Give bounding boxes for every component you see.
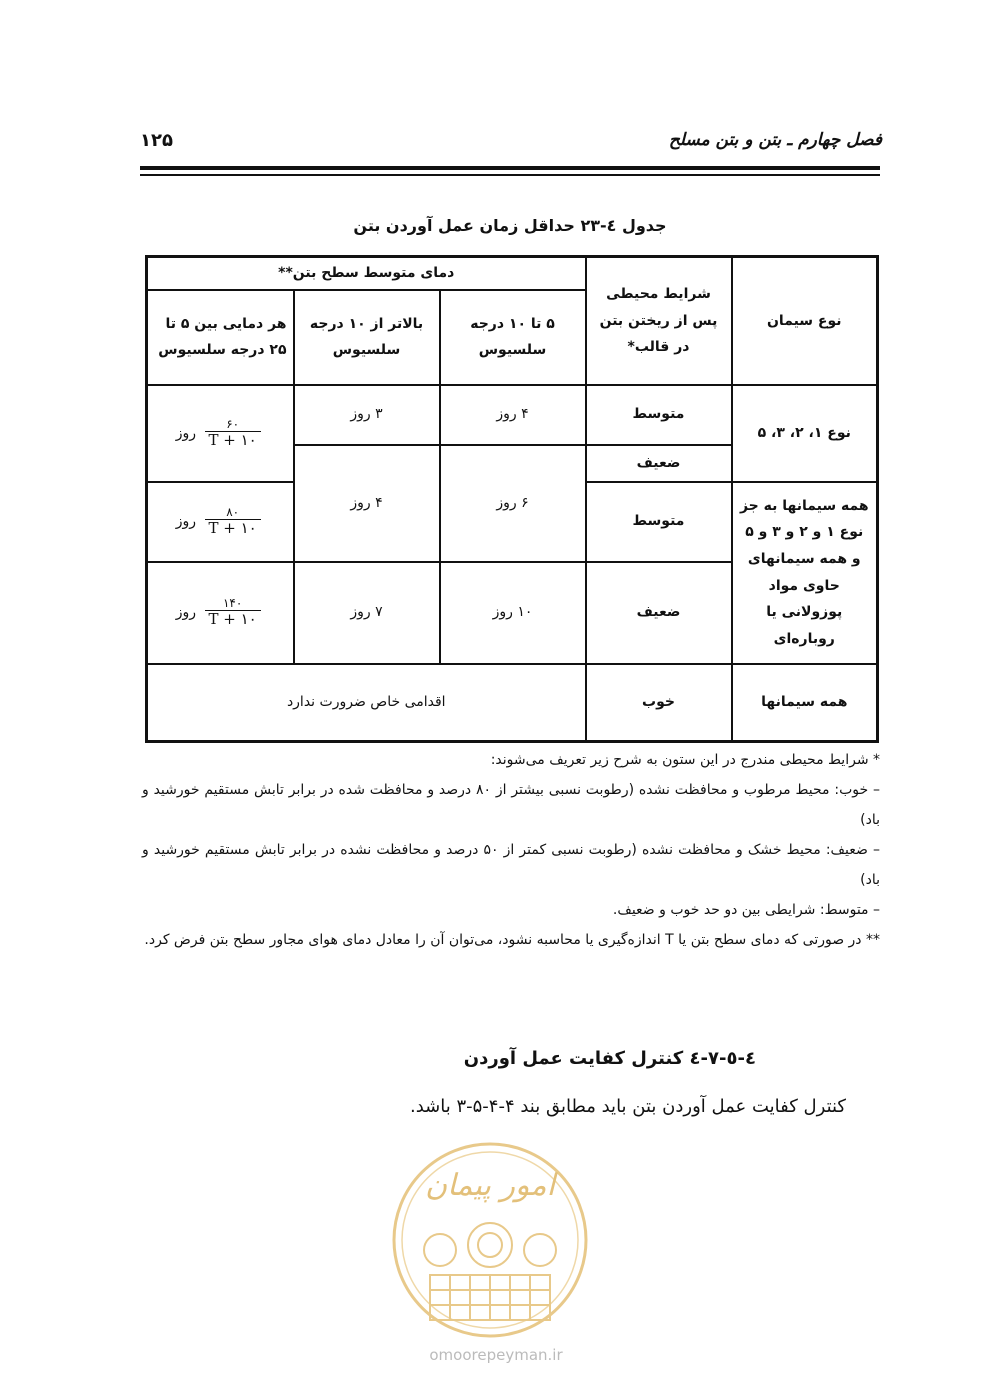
condition-medium-1: متوسط [586, 385, 732, 445]
cement-type-2: همه سیمانها به جز نوع ۱ و ۲ و ۳ و ۵ و همه سیمانهای حاوی مواد پوزولانی یا روباره‌ای [732, 482, 878, 664]
header-cement-type: نوع سیمان [732, 257, 878, 385]
footnote-conditions: * شرایط محیطی مندرج در این ستون به شرح زیر تعریف می‌شوند: [490, 752, 880, 768]
cell-r3-temp-5-10: ۱۰ روز [440, 562, 586, 664]
stamp-lettering: امور پیمان [425, 1168, 555, 1203]
header-temp-5-10: ۵ تا ۱۰ درجه سلسیوس [440, 290, 586, 385]
cement-type-3: همه سیمانها [732, 664, 878, 742]
footnote-weak: – ضعیف: محیط خشک و محافظت نشده (رطوبت نسبی کمتر از ۵۰ درصد و محافظت نشده در برابر تابش مستقیم خورشید و باد) [142, 842, 881, 888]
page-number: ۱۲۵ [140, 130, 173, 151]
cell-r2-temp-above-10: ۴ روز [294, 445, 440, 562]
section-heading: ٤-٥-٧-٤ کنترل کفایت عمل آوردن [463, 1048, 756, 1069]
cell-r2-formula [147, 482, 294, 562]
condition-good: خوب [586, 664, 732, 742]
condition-weak-1: ضعیف [586, 445, 732, 482]
formula-numerator: ۸۰ [205, 506, 261, 520]
formula-numerator: ۱۴۰ [205, 597, 261, 611]
header-temp-above-10: بالاتر از ۱۰ درجه سلسیوس [294, 290, 440, 385]
cell-r1-formula [147, 385, 294, 482]
cell-no-action: اقدامی خاص ضرورت ندارد [147, 664, 586, 742]
formula-fraction [205, 597, 261, 628]
cell-r3-temp-above-10: ۷ روز [294, 562, 440, 664]
footnote-temperature: ** در صورتی که دمای سطح بتن یا T اندازه‌گیری یا محاسبه نشود، می‌توان آن را معادل دمای هوای مجاور سطح بتن فرض کرد. [144, 932, 880, 948]
formula-fraction [205, 418, 261, 449]
table-caption: جدول ٤-٢٣ حداقل زمان عمل آوردن بتن [353, 216, 667, 235]
cell-r3-formula [147, 562, 294, 664]
header-environment-conditions: شرایط محیطی پس از ریختن بتن در قالب* [586, 257, 732, 385]
condition-weak-2: ضعیف [586, 562, 732, 664]
formula-denominator: T + ۱۰ [208, 519, 257, 538]
cell-r1-temp-5-10: ۴ روز [440, 385, 586, 445]
footnote-medium: – متوسط: شرایطی بین دو حد خوب و ضعیف. [612, 902, 880, 918]
watermark-stamp-logo [390, 1140, 590, 1340]
header-temp-any: هر دمایی بین ۵ تا ۲۵ درجه سلسیوس [147, 290, 294, 385]
section-body-text: کنترل کفایت عمل آوردن بتن باید مطابق بند ۴-۴-۵-۳ باشد. [409, 1096, 846, 1117]
table-footnotes [142, 745, 880, 955]
formula-unit: روز [175, 513, 197, 530]
formula-unit: روز [175, 604, 197, 621]
watermark-url: omoorepeyman.ir [429, 1346, 563, 1364]
formula-fraction [205, 506, 261, 537]
formula-denominator: T + ۱۰ [208, 430, 257, 449]
header-rule-thin [140, 174, 880, 176]
cell-r1-temp-above-10: ۳ روز [294, 385, 440, 445]
condition-medium-2: متوسط [586, 482, 732, 562]
header-rule-thick [140, 166, 880, 170]
cell-r2-temp-5-10: ۶ روز [440, 445, 586, 562]
footnote-good: – خوب: محیط مرطوب و محافظت نشده (رطوبت نسبی بیشتر از ۸۰ درصد و محافظت شده در برابر تابش مستقیم خورشید و باد) [142, 782, 880, 828]
cement-type-1: نوع ۱، ۲، ۳، ۵ [732, 385, 878, 482]
formula-numerator: ۶۰ [205, 418, 261, 432]
header-temperature-group: دمای متوسط سطح بتن** [147, 257, 586, 290]
curing-time-table [145, 255, 879, 743]
formula-unit: روز [175, 425, 197, 442]
running-header-title: فصل چهارم ـ بتن و بتن مسلح [668, 130, 882, 150]
formula-denominator: T + ۱۰ [208, 610, 257, 629]
